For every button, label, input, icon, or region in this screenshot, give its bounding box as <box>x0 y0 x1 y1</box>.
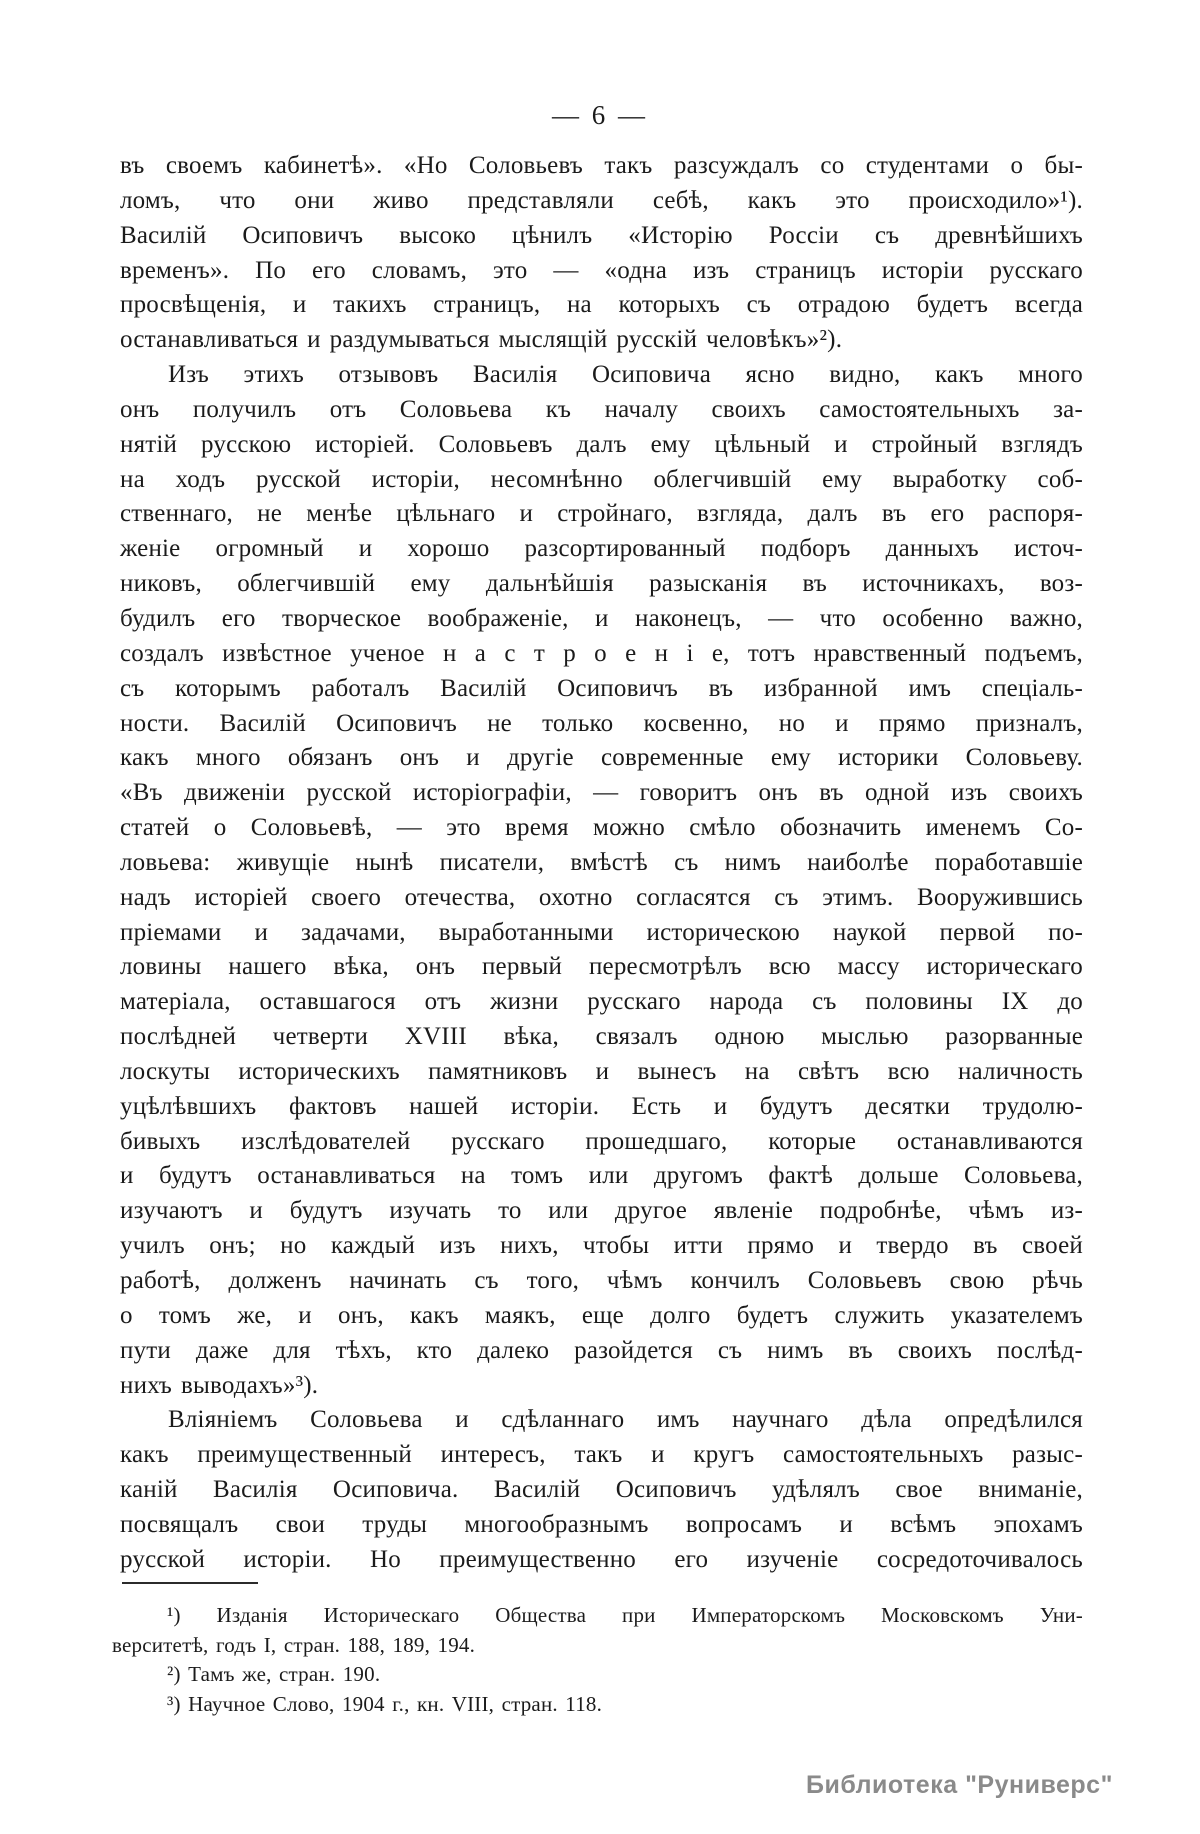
text-line: останавливаться и раздумываться мыслящій русскій человѣкъ»²). <box>120 326 843 354</box>
text-line: надъ исторіей своего отечества, охотно согласятся съ этимъ. Вооружившись <box>120 883 1083 911</box>
footnote-separator-rule <box>122 1582 258 1584</box>
text-line: женіе огромный и хорошо разсортированный подборъ данныхъ источ- <box>120 535 1083 563</box>
text-line: Вліяніемъ Соловьева и сдѣланнаго имъ научнаго дѣла опредѣлился <box>168 1406 1083 1434</box>
text-line: бивыхъ изслѣдователей русскаго прошедшаго, которые останавливаются <box>120 1127 1083 1155</box>
text-line: ловины нашего вѣка, онъ первый пересмотрѣлъ всю массу историческаго <box>120 953 1083 981</box>
text-line: Василій Осиповичъ высоко цѣнилъ «Исторію Россіи съ древнѣйшихъ <box>120 221 1083 249</box>
text-line: пути даже для тѣхъ, кто далеко разойдется съ нимъ въ своихъ послѣд- <box>120 1336 1083 1364</box>
text-line: посвящалъ свои труды многообразнымъ вопросамъ и всѣмъ эпохамъ <box>120 1510 1083 1538</box>
text-line: съ которымъ работалъ Василій Осиповичъ въ избранной имъ спеціаль- <box>120 674 1083 702</box>
text-line: училъ онъ; но каждый изъ нихъ, чтобы итти прямо и твердо въ своей <box>120 1232 1083 1260</box>
text-line: статей о Соловьевѣ, — это время можно смѣло обозначить именемъ Со- <box>120 814 1083 842</box>
text-line: послѣдней четверти XVIII вѣка, связалъ одною мыслью разорванные <box>120 1023 1083 1051</box>
footnotes-block <box>112 1601 1083 1719</box>
text-line: ственнаго, не менѣе цѣльнаго и стройнаго, взгляда, далъ въ его распоря- <box>120 500 1083 528</box>
text-line: и будутъ останавливаться на томъ или другомъ фактѣ дольше Соловьева, <box>120 1162 1083 1190</box>
text-line: въ своемъ кабинетѣ». «Но Соловьевъ такъ разсуждалъ со студентами о бы- <box>120 152 1083 179</box>
footnote-line: верситетѣ, годъ I, стран. 188, 189, 194. <box>112 1632 476 1657</box>
text-line: изучаютъ и будутъ изучать то или другое явленіе подробнѣе, чѣмъ из- <box>120 1197 1083 1225</box>
text-line: нятій русскою исторіей. Соловьевъ далъ ему цѣльный и стройный взглядъ <box>120 430 1083 458</box>
text-line: просвѣщенія, и такихъ страницъ, на которыхъ съ отрадою будетъ всегда <box>120 291 1083 319</box>
text-line: каній Василія Осиповича. Василій Осиповичъ удѣлялъ свое вниманіе, <box>120 1476 1083 1504</box>
text-line: русской исторіи. Но преимущественно его изученіе сосредоточивалось <box>120 1545 1083 1573</box>
text-line: работѣ, долженъ начинать съ того, чѣмъ кончилъ Соловьевъ свою рѣчь <box>120 1267 1083 1294</box>
text-line: ловьева: живущіе нынѣ писатели, вмѣстѣ съ нимъ наиболѣе поработавшіе <box>120 848 1083 876</box>
text-line: ности. Василій Осиповичъ не только косвенно, но и прямо призналъ, <box>120 709 1083 737</box>
text-line: какъ преимущественный интересъ, такъ и кругъ самостоятельныхъ разыс- <box>120 1441 1083 1469</box>
footnote-line: ²) Тамъ же, стран. 190. <box>167 1662 381 1686</box>
text-line: на ходъ русской исторіи, несомнѣнно облегчившій ему выработку соб- <box>120 465 1083 493</box>
text-line: нихъ выводахъ»³). <box>120 1371 319 1399</box>
main-text-block <box>120 149 1083 1578</box>
library-watermark: Библиотека "Руниверс" <box>806 1771 1113 1799</box>
page-number: — 6 — <box>552 100 648 130</box>
text-line: временъ». По его словамъ, это — «одна изъ страницъ исторіи русскаго <box>120 256 1083 284</box>
text-line: «Въ движеніи русской исторіографіи, — говоритъ онъ въ одной изъ своихъ <box>120 779 1083 807</box>
text-line: никовъ, облегчившій ему дальнѣйшія разысканія въ источникахъ, воз- <box>120 570 1083 598</box>
text-line: создалъ извѣстное ученое н а с т р о е н і е, тотъ нравственный подъемъ, <box>120 639 1083 667</box>
text-line: матеріала, оставшагося отъ жизни русскаго народа съ половины IX до <box>120 988 1083 1016</box>
text-line: уцѣлѣвшихъ фактовъ нашей исторіи. Есть и будутъ десятки трудолю- <box>120 1092 1083 1120</box>
footnote-line: ¹) Изданія Историческаго Общества при Императорскомъ Московскомъ Уни- <box>167 1603 1083 1627</box>
text-line: Изъ этихъ отзывовъ Василія Осиповича ясно видно, какъ много <box>168 361 1083 389</box>
footnote-line: ³) Научное Слово, 1904 г., кн. VIII, стран. 118. <box>167 1691 603 1716</box>
text-line: ломъ, что они живо представляли себѣ, какъ это происходило»¹). <box>120 186 1083 214</box>
text-line: о томъ же, и онъ, какъ маякъ, еще долго будетъ служить указателемъ <box>120 1301 1083 1329</box>
text-line: онъ получилъ отъ Соловьева къ началу своихъ самостоятельныхъ за- <box>120 395 1083 423</box>
text-line: пріемами и задачами, выработанными историческою наукой первой по- <box>120 918 1083 946</box>
text-line: будилъ его творческое воображеніе, и наконецъ, — что особенно важно, <box>120 604 1083 632</box>
text-line: какъ много обязанъ онъ и другіе современные ему историки Соловьеву. <box>120 744 1083 772</box>
text-line: лоскуты историческихъ памятниковъ и вынесъ на свѣтъ всю наличность <box>120 1057 1083 1085</box>
